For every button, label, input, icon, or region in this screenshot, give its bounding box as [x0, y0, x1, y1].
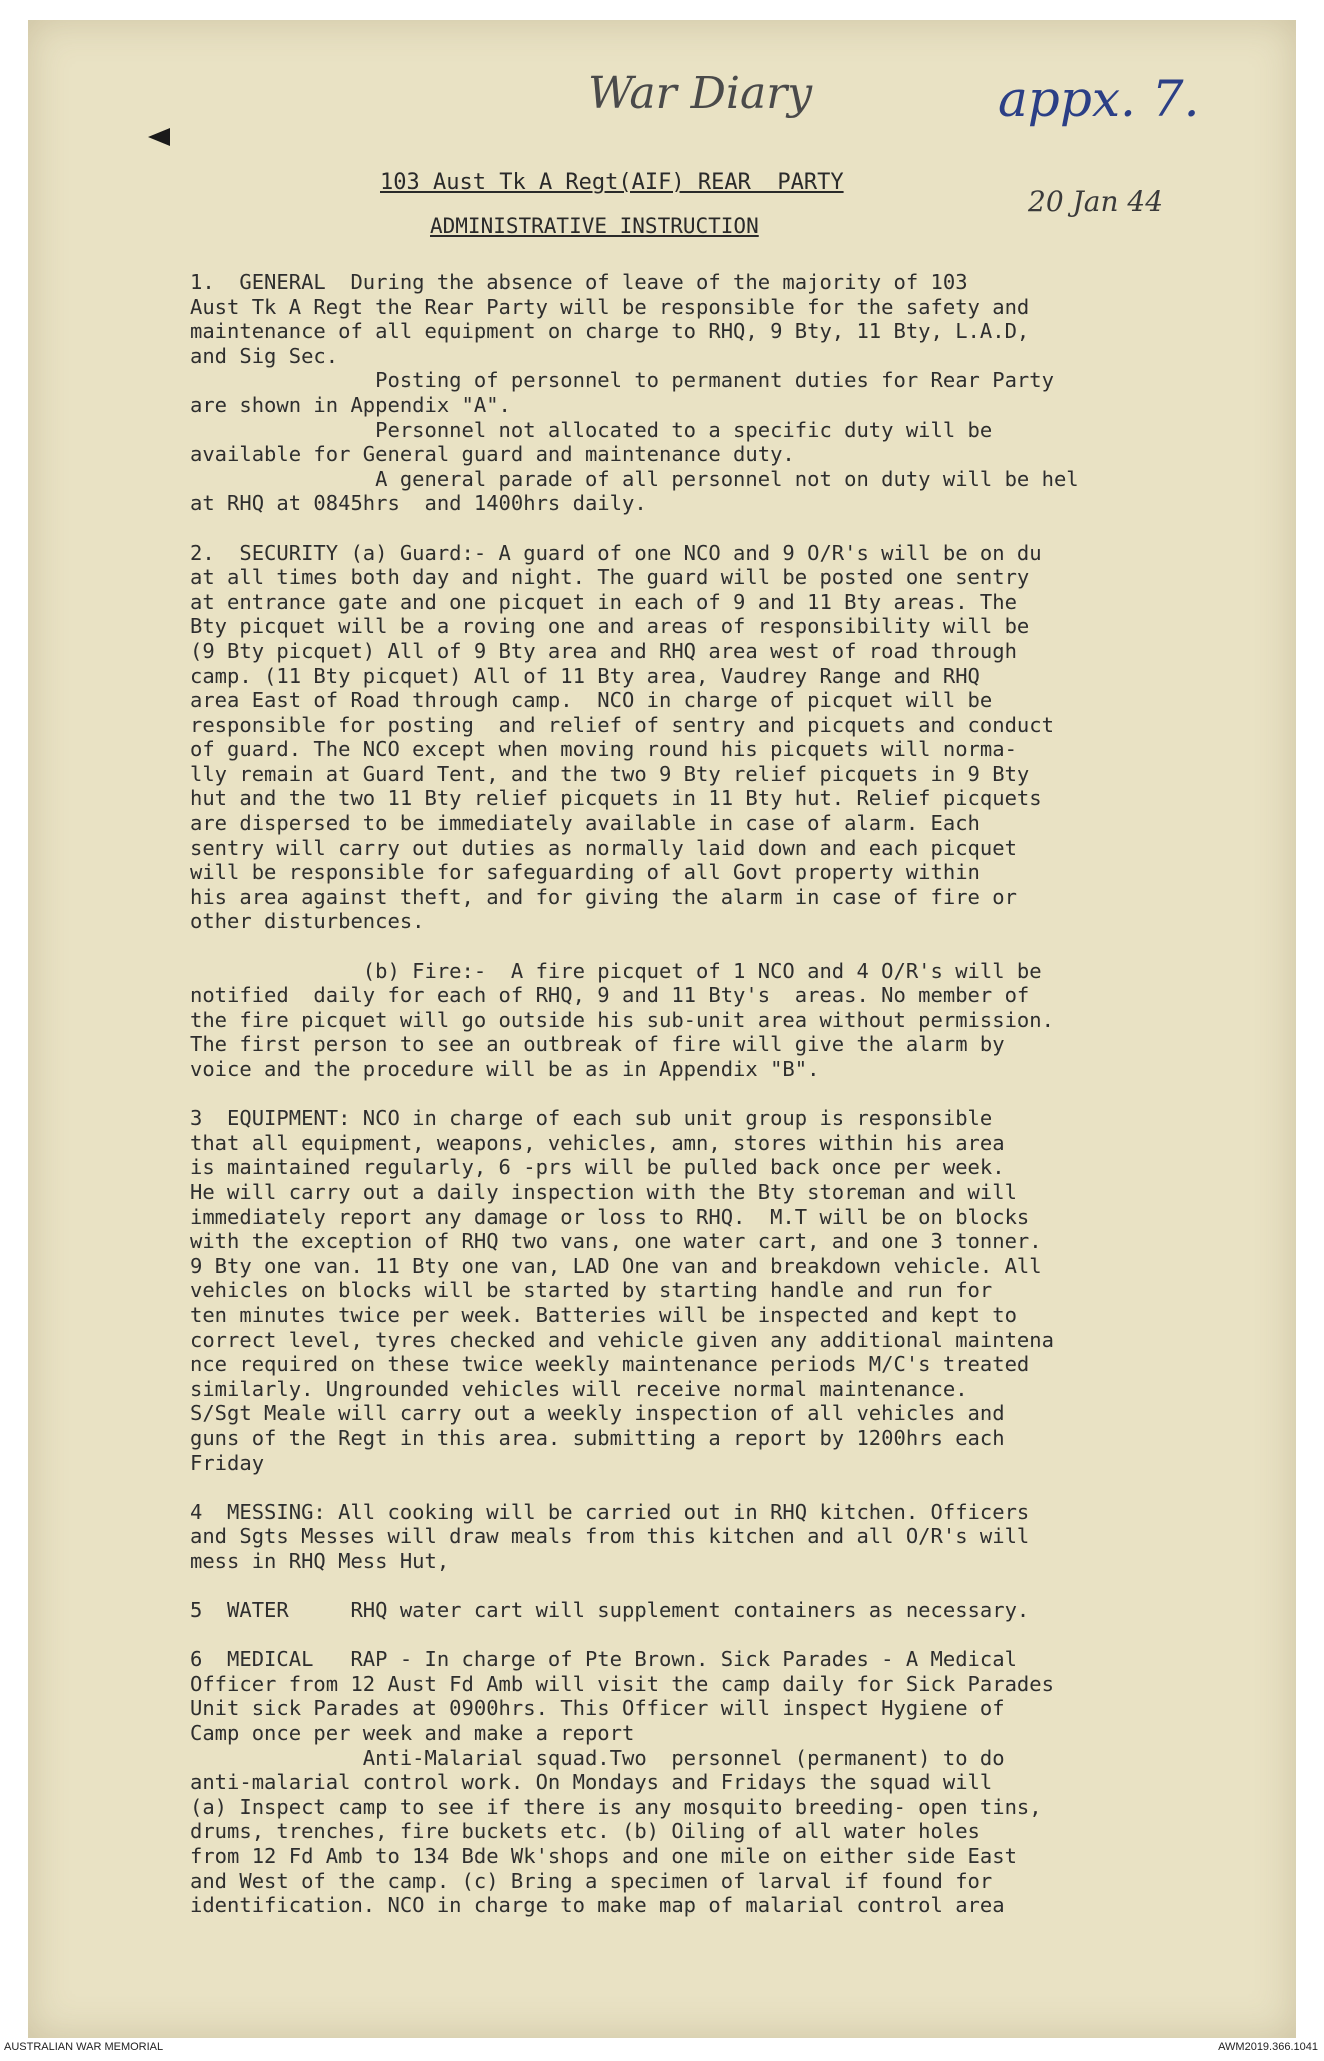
text-line: 9 Bty one van. 11 Bty one van, LAD One van and breakdown vehicle. All — [190, 1253, 1042, 1278]
handwritten-appendix-number: appx. 7. — [998, 70, 1200, 128]
text-line: Unit sick Parades at 0900hrs. This Officer will inspect Hygiene of — [190, 1696, 1005, 1721]
text-line: and Sig Sec. — [190, 343, 339, 368]
text-line: (9 Bty picquet) All of 9 Bty area and RHQ area west of road through — [190, 638, 1017, 663]
text-line: Aust Tk A Regt the Rear Party will be responsible for the safety and — [190, 294, 1030, 319]
text-line: 5 WATER RHQ water cart will supplement containers as necessary. — [190, 1598, 1030, 1623]
blank-line — [190, 1475, 1280, 1500]
text-line: anti-malarial control work. On Mondays and Fridays the squad will — [190, 1770, 993, 1795]
text-line: (a) Inspect camp to see if there is any mosquito breeding- open tins, — [190, 1794, 1042, 1819]
text-line: area East of Road through camp. NCO in charge of picquet will be — [190, 688, 993, 713]
text-line: correct level, tyres checked and vehicle given any additional maintena — [190, 1327, 1054, 1352]
text-line: Friday — [190, 1450, 265, 1475]
text-line: his area against theft, and for giving the alarm in case of fire or — [190, 884, 1017, 909]
text-line: available for General guard and maintenance duty. — [190, 442, 795, 467]
text-line: 1. GENERAL During the absence of leave of the majority of 103 — [190, 270, 968, 294]
text-line: (b) Fire:- A fire picquet of 1 NCO and 4 O/R's will be — [190, 958, 1042, 983]
text-line: at all times both day and night. The guard will be posted one sentry — [190, 565, 1030, 590]
text-line: that all equipment, weapons, vehicles, amn, stores within his area — [190, 1130, 1005, 1155]
text-line: 4 MESSING: All cooking will be carried out in RHQ kitchen. Officers — [190, 1499, 1030, 1524]
text-line: immediately report any damage or loss to RHQ. M.T will be on blocks — [190, 1204, 1030, 1229]
handwritten-war-diary: War Diary — [588, 68, 813, 119]
text-line: Bty picquet will be a roving one and areas of responsibility will be — [190, 614, 1030, 639]
text-line: is maintained regularly, 6 -prs will be pulled back once per week. — [190, 1155, 1005, 1180]
document-subtitle: ADMINISTRATIVE INSTRUCTION — [430, 214, 759, 238]
text-line: and Sgts Messes will draw meals from this kitchen and all O/R's will — [190, 1524, 1030, 1549]
text-line: hut and the two 11 Bty relief picquets in 11 Bty hut. Relief picquets — [190, 786, 1042, 811]
blank-line — [190, 1573, 1280, 1598]
text-line: guns of the Regt in this area. submitting a report by 1200hrs each — [190, 1425, 1005, 1450]
text-line: Anti-Malarial squad.Two personnel (permanent) to do — [190, 1745, 1005, 1770]
text-line: are dispersed to be immediately available in case of alarm. Each — [190, 811, 980, 836]
text-line: the fire picquet will go outside his sub-unit area without permission. — [190, 1007, 1054, 1032]
text-line: at RHQ at 0845hrs and 1400hrs daily. — [190, 491, 647, 516]
text-line: maintenance of all equipment on charge to RHQ, 9 Bty, 11 Bty, L.A.D, — [190, 319, 1030, 344]
text-line: camp. (11 Bty picquet) All of 11 Bty area, Vaudrey Range and RHQ — [190, 663, 980, 688]
text-line: The first person to see an outbreak of fire will give the alarm by — [190, 1032, 1005, 1057]
text-line: from 12 Fd Amb to 134 Bde Wk'shops and one mile on either side East — [190, 1844, 1017, 1868]
text-line: A general parade of all personnel not on duty will be hel — [190, 466, 1079, 491]
text-line: notified daily for each of RHQ, 9 and 11 Bty's areas. No member of — [190, 983, 1030, 1008]
text-line: lly remain at Guard Tent, and the two 9 Bty relief picquets in 9 Bty — [190, 761, 1030, 786]
text-line: at entrance gate and one picquet in each of 9 and 11 Bty areas. The — [190, 589, 1017, 614]
text-line: of guard. The NCO except when moving round his picquets will norma- — [190, 737, 1017, 762]
blank-line — [190, 934, 1280, 959]
text-line: vehicles on blocks will be started by starting handle and run for — [190, 1278, 993, 1303]
text-line: identification. NCO in charge to make map of malarial control area — [190, 1893, 1005, 1918]
text-line: drums, trenches, fire buckets etc. (b) Oiling of all water holes — [190, 1819, 980, 1844]
typed-body — [190, 270, 1280, 1918]
text-line: Camp once per week and make a report — [190, 1721, 635, 1746]
text-line: mess in RHQ Mess Hut, — [190, 1548, 450, 1573]
punch-hole-mark — [148, 128, 170, 146]
footer-credit: AUSTRALIAN WAR MEMORIAL — [4, 2041, 164, 2053]
handwritten-date: 20 Jan 44 — [1028, 185, 1164, 218]
blank-line — [190, 1623, 1280, 1648]
text-line: other disturbences. — [190, 909, 425, 934]
text-line: 3 EQUIPMENT: NCO in charge of each sub unit group is responsible — [190, 1106, 993, 1131]
text-line: Officer from 12 Aust Fd Amb will visit the camp daily for Sick Parades — [190, 1671, 1054, 1696]
text-line: responsible for posting and relief of sentry and picquets and conduct — [190, 712, 1054, 737]
text-line: nce required on these twice weekly maintenance periods M/C's treated — [190, 1352, 1030, 1377]
text-line: sentry will carry out duties as normally laid down and each picquet — [190, 835, 1017, 860]
text-line: 6 MEDICAL RAP - In charge of Pte Brown. Sick Parades - A Medical — [190, 1647, 1017, 1672]
text-line: 2. SECURITY (a) Guard:- A guard of one NCO and 9 O/R's will be on du — [190, 540, 1042, 565]
text-line: will be responsible for safeguarding of all Govt property within — [190, 860, 980, 885]
text-line: He will carry out a daily inspection with the Bty storeman and will — [190, 1179, 1017, 1204]
blank-line — [190, 1082, 1280, 1107]
footer-reference: AWM2019.366.1041 — [1218, 2041, 1318, 2053]
text-line: S/Sgt Meale will carry out a weekly inspection of all vehicles and — [190, 1401, 1005, 1426]
text-line: voice and the procedure will be as in Appendix "B". — [190, 1057, 820, 1081]
blank-line — [190, 516, 1280, 541]
text-line: similarly. Ungrounded vehicles will receive normal maintenance. — [190, 1376, 968, 1401]
text-line: Posting of personnel to permanent duties for Rear Party — [190, 368, 1054, 393]
document-title: 103 Aust Tk A Regt(AIF) REAR PARTY — [380, 170, 844, 195]
text-line: ten minutes twice per week. Batteries will be inspected and kept to — [190, 1302, 1017, 1327]
text-line: are shown in Appendix "A". — [190, 392, 511, 417]
text-line: Personnel not allocated to a specific duty will be — [190, 417, 993, 442]
text-line: and West of the camp. (c) Bring a specimen of larval if found for — [190, 1868, 993, 1893]
text-line: with the exception of RHQ two vans, one water cart, and one 3 tonner. — [190, 1229, 1042, 1254]
